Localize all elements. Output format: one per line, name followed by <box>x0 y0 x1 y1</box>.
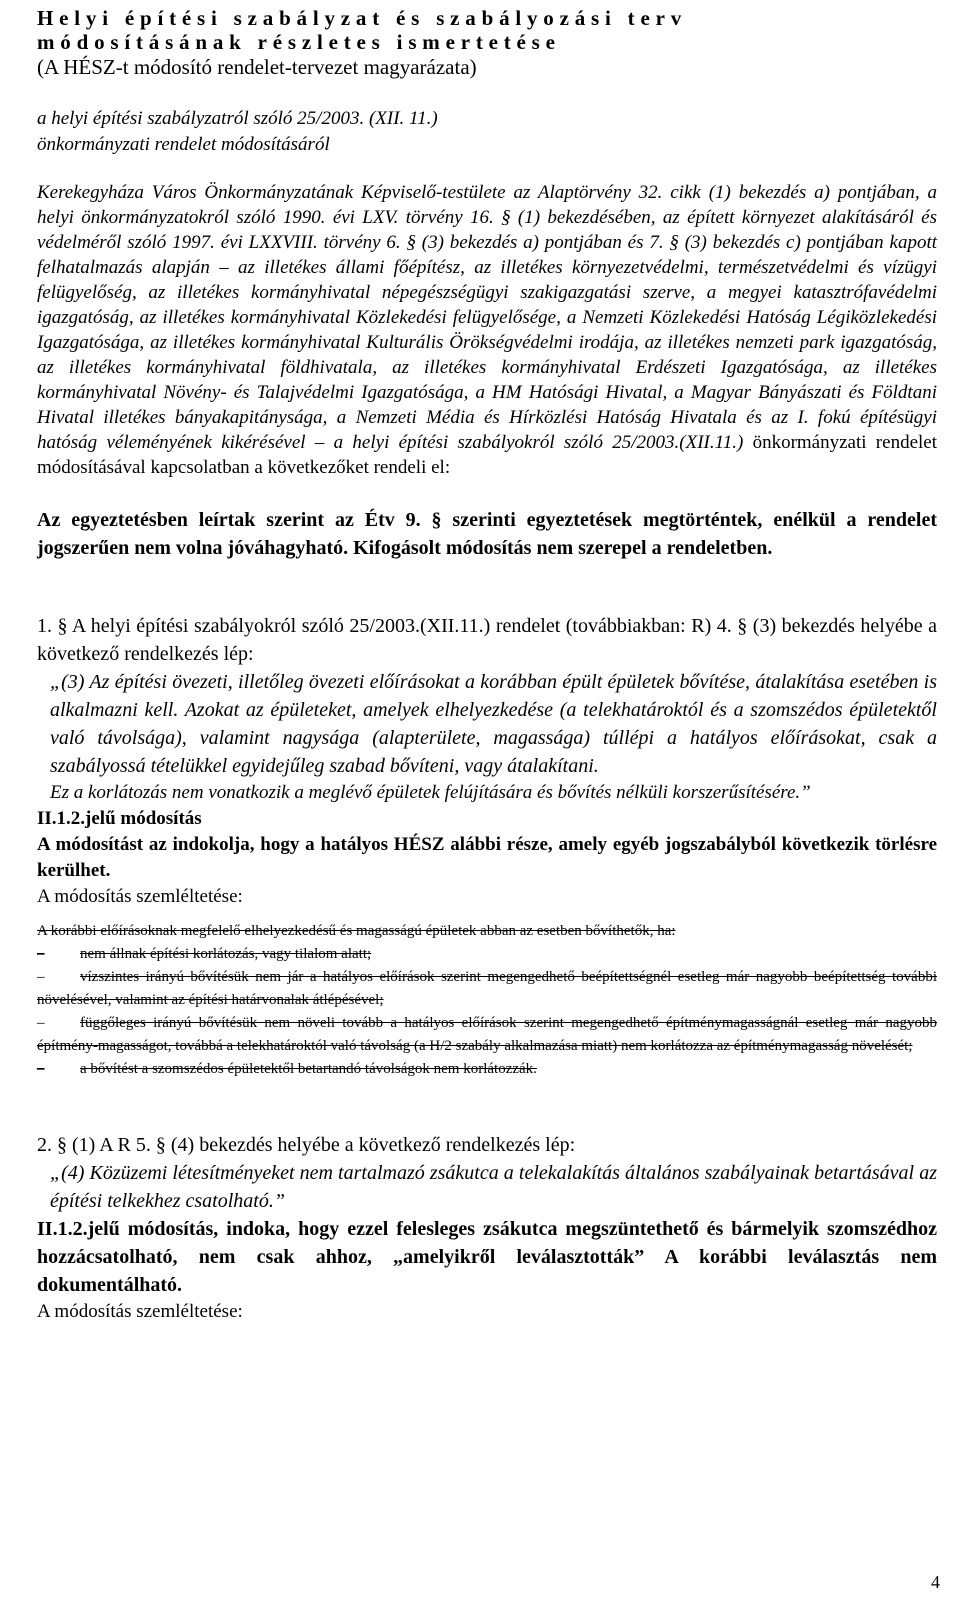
struck-intro: A korábbi előírásoknak megfelelő elhelyezkedésű és magasságú épületek abban az esetben bővíthetők, ha: <box>37 923 676 939</box>
section2-quote: „(4) Közüzemi létesítményeket nem tartalmazó zsákutca a telekalakítás általános szabályainak betartásával az építési telkekhez csatolható.” <box>50 1162 937 1212</box>
section1-heading: 1. § A helyi építési szabályokról szóló 25/2003.(XII.11.) rendelet (továbbiakban: R) 4. § (3) bekezdés helyébe a következő rendelkezés lép: <box>37 615 937 665</box>
document-page <box>37 6 937 1325</box>
struck-item <box>37 1012 937 1058</box>
section2-mod-text: II.1.2.jelű módosítás, indoka, hogy ezzel felesleges zsákutca megszüntethető és bármelyik szomszédhoz hozzácsatolható, nem csak ahhoz, „amelyikről leválasztották” A korábbi leválasztás nem dokumentálható. <box>37 1218 937 1296</box>
section1-mod-reason: A módosítást az indokolja, hogy a hatályos HÉSZ alábbi része, amely egyéb jogszabályból következik törlésre kerülhet. <box>37 834 937 881</box>
section1-illustration-label: A módosítás szemléltetése: <box>37 886 243 907</box>
dash-bullet: – <box>37 969 45 985</box>
dash-bullet: – <box>37 946 45 962</box>
preamble-italic: Kerekegyháza Város Önkormányzatának Képviselő-testülete az Alaptörvény 32. cikk (1) bekezdés a) pontjában, a helyi önkormányzatokról szóló 1990. évi LXV. törvény 16. § (1) bekezdésében, az épített környezet alakításáról és védelméről szóló 1997. évi LXXVIII. törvény 6. § (3) bekezdés a) pontjában és 7. § (3) bekezdés c) pontjában kapott felhatalmazás alapján – az illetékes állami főépítész, az illetékes környezetvédelmi, természetvédelmi és vízügyi felügyelőség, az illetékes kormányhivatal népegészségügyi szakigazgatási szerve, a megyei katasztrófavédelmi igazgatóság, az illetékes kormányhivatal Közlekedési felügyelősége, a Nemzeti Közlekedési Hatóság Légiközlekedési Igazgatósága, az illetékes kormányhivatal Kulturális Örökségvédelmi irodája, az illetékes nemzeti park igazgatóság, az illetékes kormányhivatal földhivatala, az illetékes kormányhivatal Erdészeti Igazgatósága, az illetékes kormányhivatal Növény- és Talajvédelmi Igazgatósága, a HM Hatósági Hivatal, a Magyar Bányászati és Földtani Hivatal illetékes bányakapitánysága, a Nemzeti Média és Hírközlési Hatóság Hivatala és az I. fokú építésügyi hatóság véleményének kikérésével – a helyi építési szabályokról szóló 25/2003.(XII.11.) <box>37 182 937 453</box>
page-number: 4 <box>931 1572 940 1592</box>
dash-bullet: – <box>37 1015 45 1031</box>
preamble <box>37 180 937 480</box>
section1-quote-text: „(3) Az építési övezeti, illetőleg övezeti előírásokat a korábban épült épületek bővítése, átalakítása esetében is alkalmazni kell. Azokat az épületeket, amelyek elhelyezkedése (a telekhatároktól és a szomszédos épületektől való távolsága), valamint nagysága (alapterülete, magassága) túllépi a hatályos előírásokat, csak a szabályossá tételükkel egyidejűleg szabad bővíteni, vagy átalakítani. <box>50 671 937 777</box>
struck-item-text: nem állnak építési korlátozás, vagy tilalom alatt; <box>80 946 372 962</box>
struck-item <box>37 943 937 966</box>
struck-item-text: vízszintes irányú bővítésük nem jár a hatályos előírások szerint megengedhető beépítettségnél esetleg már nagyobb beépítettség további növelésével, valamint az építési határvonalak átlépésével; <box>37 969 937 1008</box>
struck-item <box>37 966 937 1012</box>
document-title-line2: módosításának részletes ismertetése <box>37 30 561 54</box>
decree-title-line2: önkormányzati rendelet módosításáról <box>37 134 330 155</box>
bold-statement: Az egyeztetésben leírtak szerint az Étv 9. § szerinti egyeztetések megtörténtek, enélkül a rendelet jogszerűen nem volna jóváhagyható. Kifogásolt módosítás nem szerepel a rendeletben. <box>37 509 937 559</box>
struck-item-text: függőleges irányú bővítésük nem növeli tovább a hatályos előírások szerint megengedhető építménymagasságnál esetleg már nagyobb építmény-magasságot, továbbá a telekhatároktól való távolság (a H/2 szabály alkalmazása miatt) nem korlátozza az építménymagasság növelését; <box>37 1015 937 1054</box>
decree-title-line1: a helyi építési szabályzatról szóló 25/2003. (XII. 11.) <box>37 108 438 129</box>
dash-bullet: – <box>37 1061 45 1077</box>
struck-item <box>37 1058 937 1081</box>
document-title-line1: Helyi építési szabályzat és szabályozási terv <box>37 6 688 30</box>
section1-quote-extra: Ez a korlátozás nem vonatkozik a meglévő épületek felújítására és bővítés nélküli korszerűsítésére.” <box>50 782 811 803</box>
preamble-normal: önkormányzati rendelet módosításával kapcsolatban a következőket rendeli el: <box>37 432 937 478</box>
document-subtitle: (A HÉSZ-t módosító rendelet-tervezet magyarázata) <box>37 55 477 79</box>
section2-heading: 2. § (1) A R 5. § (4) bekezdés helyébe a következő rendelkezés lép: <box>37 1134 576 1156</box>
struck-item-text: a bővítést a szomszédos épületektől betartandó távolságok nem korlátozzák. <box>80 1061 537 1077</box>
section1-quote <box>50 668 937 780</box>
section2-illustration-label: A módosítás szemléltetése: <box>37 1301 243 1322</box>
section1-mod-label: II.1.2.jelű módosítás <box>37 808 202 829</box>
